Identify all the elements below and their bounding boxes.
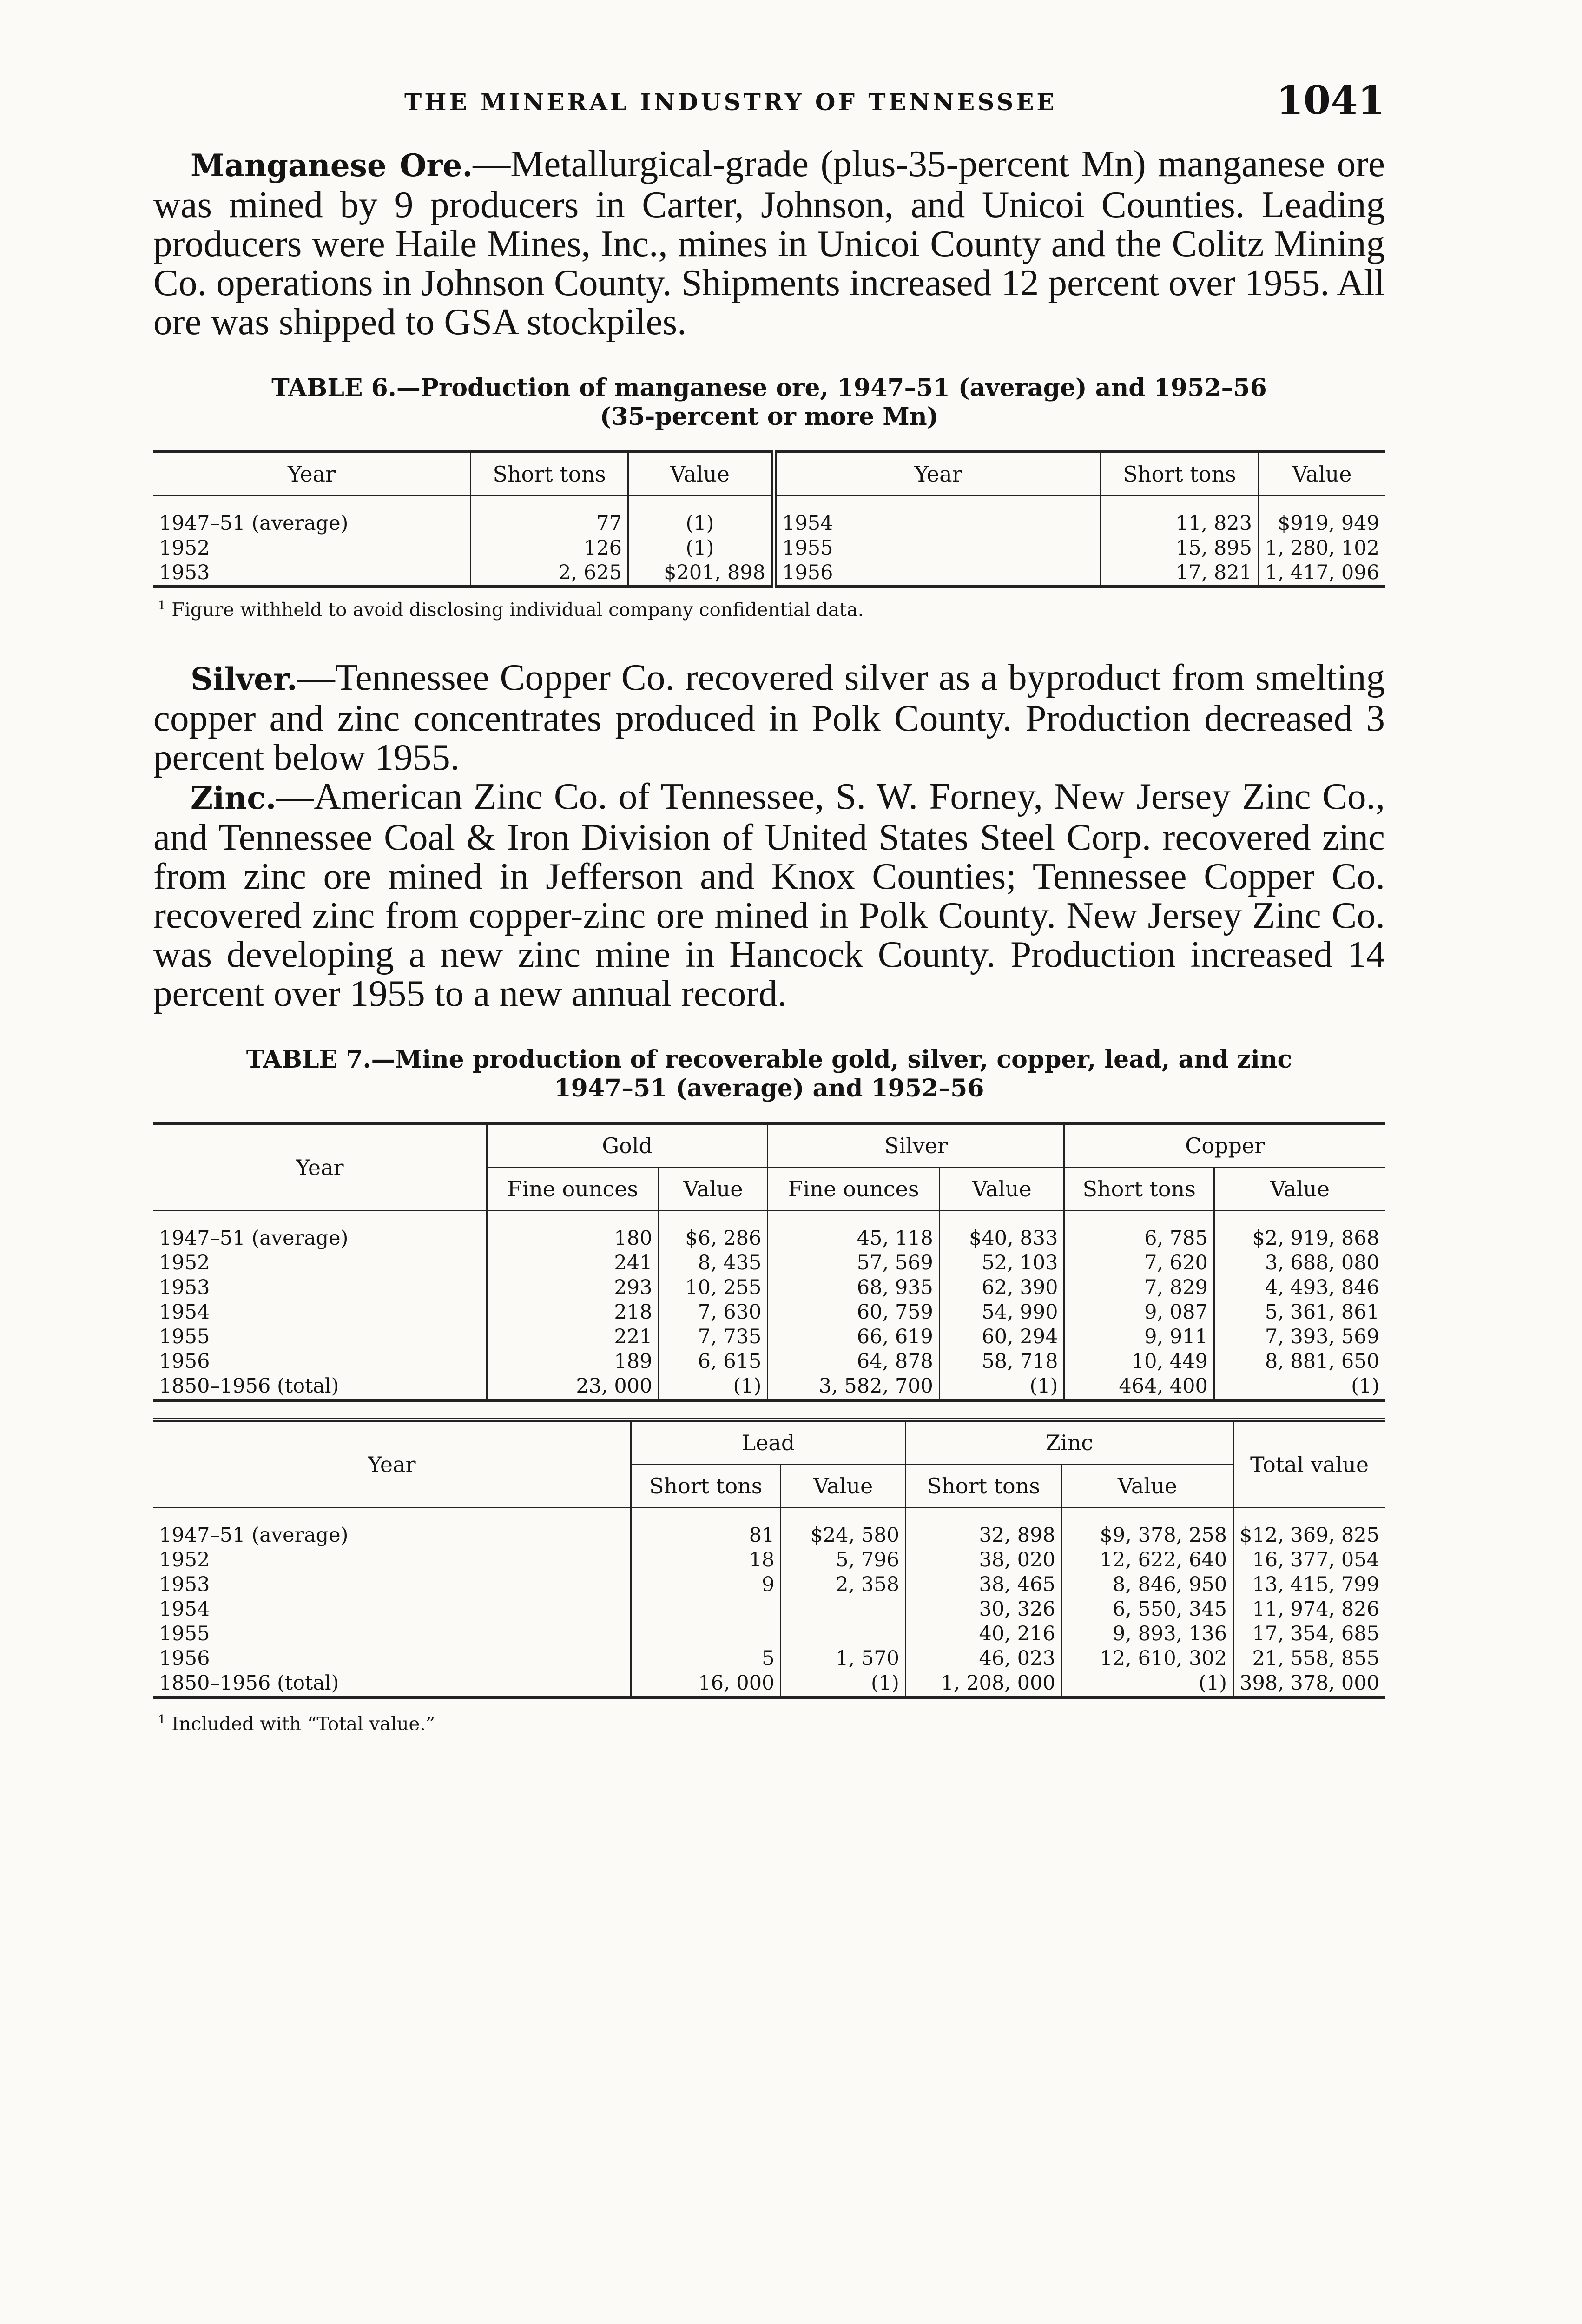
table7-col-total-value: Total value [1233,1420,1385,1508]
table7-subheader: Value [1214,1168,1385,1211]
table-cell: 218 [487,1300,659,1325]
table-cell: 1947–51 (average) [159,1524,349,1547]
table7-title-main: TABLE 7.—Mine production of recoverable gold, silver, copper, lead, and zinc [246,1045,1292,1074]
table-cell: 40, 216 [905,1622,1061,1646]
table-cell: (1) [1214,1374,1385,1400]
table-cell: 293 [487,1275,659,1300]
zinc-paragraph [153,777,1385,1013]
table-cell: 16, 000 [631,1671,781,1697]
table-cell: 1954 [774,511,1101,536]
table7-subheader: Value [1061,1465,1233,1508]
table-cell: 58, 718 [939,1349,1064,1374]
table6-header-row [153,452,1385,496]
table-cell: $9, 378, 258 [1061,1523,1233,1548]
table-cell: 77 [471,511,628,536]
table-row [153,1226,1385,1251]
table6-subtitle: (35-percent or more Mn) [600,403,939,431]
table-cell: 1, 280, 102 [1259,536,1385,561]
table-row [153,1671,1385,1697]
table-cell: $2, 919, 868 [1214,1226,1385,1251]
table-cell: 1953 [159,1276,210,1300]
table7-subheader: Fine ounces [768,1168,940,1211]
table7-part1 [153,1122,1385,1402]
table-cell: $40, 833 [939,1226,1064,1251]
table-cell: 2, 358 [781,1572,906,1597]
table-cell: 3, 582, 700 [768,1374,940,1400]
table-cell: 126 [471,536,628,561]
silver-paragraph [153,658,1385,777]
table-cell: 1, 208, 000 [905,1671,1061,1697]
table-cell: 1850–1956 (total) [159,1374,339,1398]
table-cell: (1) [659,1374,768,1400]
table-cell: 9, 087 [1064,1300,1214,1325]
footnote-mark: 1 [158,1713,166,1727]
table-cell: 1, 570 [781,1646,906,1671]
table-cell: 241 [487,1251,659,1275]
table-cell: 464, 400 [1064,1374,1214,1400]
table7-subheader: Value [781,1465,906,1508]
table7-subtitle: 1947–51 (average) and 1952–56 [554,1074,984,1103]
table-cell: 60, 294 [939,1325,1064,1349]
table6-col-short-tons-2: Short tons [1101,452,1259,496]
footnote-text: Figure withheld to avoid disclosing individual company confidential data. [171,599,864,621]
table-cell [631,1622,781,1646]
table-cell: (1) [628,511,774,536]
table-cell: 2, 625 [471,561,628,587]
table7-group-gold: Gold [487,1123,768,1168]
table-cell: 6, 785 [1064,1226,1214,1251]
table-cell: 57, 569 [768,1251,940,1275]
table-cell: 1850–1956 (total) [159,1671,339,1695]
table-cell: 7, 630 [659,1300,768,1325]
table-cell: 16, 377, 054 [1233,1548,1385,1572]
table-row [153,1374,1385,1400]
table7-subheader: Value [659,1168,768,1211]
table-cell: 6, 550, 345 [1061,1597,1233,1622]
table-cell: 1956 [774,561,1101,587]
table-cell: 7, 393, 569 [1214,1325,1385,1349]
table7-group-silver: Silver [768,1123,1064,1168]
table6-col-value: Value [628,452,774,496]
table-row [153,561,1385,587]
table-cell: (1) [1061,1671,1233,1697]
table-row [153,1597,1385,1622]
table7-subheader: Short tons [1064,1168,1214,1211]
table7-group-copper: Copper [1064,1123,1385,1168]
table-cell: (1) [781,1671,906,1697]
table-row [153,1300,1385,1325]
table-cell: 81 [631,1523,781,1548]
table-cell: 1, 417, 096 [1259,561,1385,587]
table-cell: $6, 286 [659,1226,768,1251]
manganese-text: —Metallurgical-grade (plus-35-percent Mn) manganese ore was mined by 9 producers in Carter, Johnson, and Unicoi Counties. Leading producers were Haile Mines, Inc., mines in Unicoi County and the Colitz Mining Co. operations in Johnson County. Shipments increased 12 percent over 1955. All ore was shipped to GSA stockpiles. [153,143,1385,343]
table7-footnote [158,1713,1385,1735]
table-cell: 1952 [159,1548,210,1572]
table-cell: 5, 361, 861 [1214,1300,1385,1325]
table-cell: 1954 [159,1301,210,1324]
table-cell: 3, 688, 080 [1214,1251,1385,1275]
table-cell: 66, 619 [768,1325,940,1349]
table7-part2-col-year: Year [153,1420,631,1508]
table-cell: $12, 369, 825 [1233,1523,1385,1548]
table-cell: 1947–51 (average) [159,512,349,535]
running-head: THE MINERAL INDUSTRY OF TENNESSEE [404,88,1057,116]
table-cell: $201, 898 [628,561,774,587]
table-cell: 1955 [159,1622,210,1646]
table6-col-short-tons: Short tons [471,452,628,496]
table6-col-value-2: Value [1259,452,1385,496]
table-cell: $24, 580 [781,1523,906,1548]
manganese-paragraph [153,144,1385,341]
table7-group-lead: Lead [631,1420,906,1465]
table-cell: 17, 354, 685 [1233,1622,1385,1646]
table6-title [153,374,1385,431]
table-cell: 5, 796 [781,1548,906,1572]
table7-group-zinc: Zinc [905,1420,1233,1465]
table-cell: 7, 620 [1064,1251,1214,1275]
table7-subheader: Short tons [905,1465,1061,1508]
table-row [153,511,1385,536]
table6-title-main: TABLE 6.—Production of manganese ore, 1947–51 (average) and 1952–56 [271,374,1267,402]
table-cell: 8, 881, 650 [1214,1349,1385,1374]
table-cell: 1947–51 (average) [159,1227,349,1250]
table-cell: 9, 893, 136 [1061,1622,1233,1646]
table-cell: $919, 949 [1259,511,1385,536]
table-cell: 1955 [159,1325,210,1349]
table-cell: 1952 [159,1251,210,1275]
table-cell: 30, 326 [905,1597,1061,1622]
table7-part2 [153,1418,1385,1699]
table-cell: 64, 878 [768,1349,940,1374]
table-cell: 189 [487,1349,659,1374]
table-cell: 18 [631,1548,781,1572]
manganese-lead-in: Manganese Ore. [191,147,473,184]
table-row [153,1572,1385,1597]
table-cell: 9 [631,1572,781,1597]
table-cell: 12, 610, 302 [1061,1646,1233,1671]
silver-text: —Tennessee Copper Co. recovered silver as a byproduct from smelting copper and zinc concentrates produced in Polk County. Production decreased 3 percent below 1955. [153,656,1385,779]
table-row [153,1622,1385,1646]
table6-col-year-2: Year [774,452,1101,496]
table-cell: 46, 023 [905,1646,1061,1671]
page-number: 1041 [1276,77,1385,123]
table7-title [153,1045,1385,1103]
footnote-text: Included with “Total value.” [171,1713,435,1735]
table-row [153,1548,1385,1572]
table-cell: 10, 449 [1064,1349,1214,1374]
table-cell: 1955 [774,536,1101,561]
table-cell: 1952 [159,536,210,560]
table-cell: (1) [628,536,774,561]
table-cell: 1956 [159,1647,210,1670]
table-cell: 7, 829 [1064,1275,1214,1300]
table-row [153,1349,1385,1374]
table-cell: 11, 974, 826 [1233,1597,1385,1622]
table-cell: 11, 823 [1101,511,1259,536]
table7-col-year: Year [153,1123,487,1211]
table-cell: 13, 415, 799 [1233,1572,1385,1597]
table-cell: 62, 390 [939,1275,1064,1300]
table-cell: 398, 378, 000 [1233,1671,1385,1697]
footnote-mark: 1 [158,599,166,613]
table-cell: 17, 821 [1101,561,1259,587]
table-cell [781,1622,906,1646]
table7-subheader: Short tons [631,1465,781,1508]
table-cell: 8, 435 [659,1251,768,1275]
silver-lead-in: Silver. [191,661,297,698]
table-cell: 21, 558, 855 [1233,1646,1385,1671]
table-cell: 5 [631,1646,781,1671]
table-cell: 68, 935 [768,1275,940,1300]
table-cell: 221 [487,1325,659,1349]
table-row [153,1325,1385,1349]
table6 [153,450,1385,588]
table-cell: 10, 255 [659,1275,768,1300]
table-cell: 52, 103 [939,1251,1064,1275]
table-row [153,1646,1385,1671]
zinc-lead-in: Zinc. [191,780,277,817]
table-cell: 45, 118 [768,1226,940,1251]
table-row [153,1251,1385,1275]
table-cell: 7, 735 [659,1325,768,1349]
table7-subheader: Fine ounces [487,1168,659,1211]
table7-part2-group-row [153,1420,1385,1465]
table-cell: 1956 [159,1350,210,1373]
table-cell: 8, 846, 950 [1061,1572,1233,1597]
table-cell: 23, 000 [487,1374,659,1400]
table-cell: 6, 615 [659,1349,768,1374]
table-cell [631,1597,781,1622]
table-cell: 180 [487,1226,659,1251]
table-cell: 1953 [159,1573,210,1597]
table-cell: 1954 [159,1598,210,1621]
table-cell: 4, 493, 846 [1214,1275,1385,1300]
table-cell: 15, 895 [1101,536,1259,561]
table-row [153,1275,1385,1300]
table-row [153,1523,1385,1548]
table-cell: 12, 622, 640 [1061,1548,1233,1572]
table7-subheader: Value [939,1168,1064,1211]
table-row [153,536,1385,561]
table-cell: 54, 990 [939,1300,1064,1325]
table-cell: 32, 898 [905,1523,1061,1548]
page-header [153,74,1385,125]
page [153,74,1385,1735]
table-cell: 60, 759 [768,1300,940,1325]
table6-footnote [158,599,1385,621]
table-cell: 9, 911 [1064,1325,1214,1349]
table-cell: 38, 020 [905,1548,1061,1572]
table-cell: (1) [939,1374,1064,1400]
table-cell [781,1597,906,1622]
table-cell: 1953 [159,561,210,584]
table-cell: 38, 465 [905,1572,1061,1597]
zinc-text: —American Zinc Co. of Tennessee, S. W. Forney, New Jersey Zinc Co., and Tennessee Coal & Iron Division of United States Steel Corp. recovered zinc from zinc ore mined in Jefferson and Knox Counties; Tennessee Copper Co. recovered zinc from copper-zinc ore mined in Polk County. New Jersey Zinc Co. was developing a new zinc mine in Hancock County. Production increased 14 percent over 1955 to a new annual record. [153,775,1385,1015]
table7-group-row [153,1123,1385,1168]
table6-col-year: Year [153,452,471,496]
